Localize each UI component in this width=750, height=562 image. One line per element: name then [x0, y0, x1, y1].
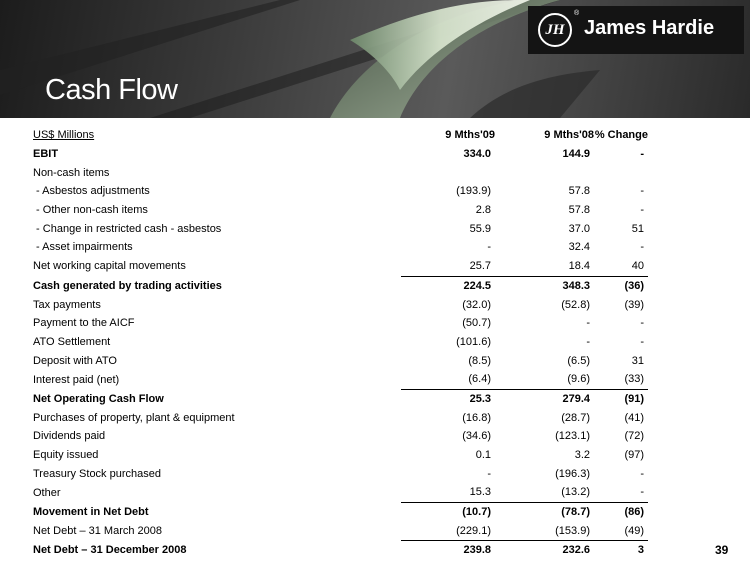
header-banner — [0, 0, 750, 118]
table-row — [33, 389, 678, 408]
value-9mths-08: (9.6) — [567, 373, 590, 386]
table-row — [33, 408, 678, 427]
value-9mths-08: (123.1) — [555, 430, 590, 443]
row-label: Net Debt – 31 December 2008 — [33, 544, 187, 557]
table-row — [33, 219, 678, 238]
value-9mths-09: (193.9) — [456, 185, 491, 198]
table-row — [33, 314, 678, 333]
row-label: Interest paid (net) — [33, 373, 120, 386]
value-9mths-08: 37.0 — [568, 222, 590, 235]
value-9mths-09: 239.8 — [401, 541, 495, 560]
table-body — [33, 145, 678, 560]
value-pct-change: - — [640, 148, 644, 161]
table-row — [33, 295, 678, 314]
value-9mths-08: 32.4 — [568, 241, 590, 254]
logo-text: James Hardie — [584, 17, 715, 39]
table-row — [33, 464, 678, 483]
value-9mths-09: - — [487, 241, 491, 254]
row-label: Payment to the AICF — [33, 317, 135, 330]
column-header: 9 Mths'09 — [445, 129, 495, 142]
row-label: - Asset impairments — [33, 241, 133, 254]
value-9mths-09: 0.1 — [475, 449, 491, 462]
table-row — [33, 163, 678, 182]
value-9mths-09 — [401, 163, 495, 182]
value-9mths-09: 2.8 — [475, 204, 491, 217]
table-row — [33, 370, 678, 389]
table-row — [33, 182, 678, 201]
page-number: 39 — [715, 543, 729, 557]
value-pct-change: - — [640, 486, 644, 499]
table-row — [33, 521, 678, 540]
value-9mths-08: (13.2) — [561, 486, 590, 499]
value-pct-change: (91) — [594, 389, 648, 408]
table-row — [33, 257, 678, 276]
table-row — [33, 201, 678, 220]
row-label: - Other non-cash items — [33, 204, 148, 217]
table-row — [33, 333, 678, 352]
value-9mths-09: - — [487, 467, 491, 480]
row-label: - Change in restricted cash - asbestos — [33, 222, 222, 235]
value-9mths-08: 348.3 — [495, 276, 594, 295]
table-row — [33, 446, 678, 465]
column-header — [33, 126, 401, 145]
row-label: Dividends paid — [33, 430, 106, 443]
value-9mths-09: (10.7) — [401, 502, 495, 521]
row-label: Tax payments — [33, 298, 101, 311]
value-9mths-08: 18.4 — [568, 260, 590, 273]
row-label: Treasury Stock purchased — [33, 467, 161, 480]
value-pct-change: (72) — [624, 430, 644, 443]
value-pct-change: - — [640, 335, 644, 348]
table-row — [33, 351, 678, 370]
value-9mths-08: (28.7) — [561, 411, 590, 424]
registered-mark: ® — [574, 10, 580, 17]
value-pct-change: (39) — [624, 298, 644, 311]
row-label: Net Operating Cash Flow — [33, 392, 164, 405]
row-label: Net working capital movements — [33, 260, 186, 273]
value-9mths-09: (34.6) — [462, 430, 491, 443]
value-9mths-08 — [495, 163, 594, 182]
value-pct-change: (33) — [624, 373, 644, 386]
row-label: Net Debt – 31 March 2008 — [33, 525, 163, 538]
value-9mths-09: 224.5 — [401, 276, 495, 295]
table-row — [33, 238, 678, 257]
value-9mths-08: - — [586, 317, 590, 330]
value-9mths-09: (50.7) — [462, 317, 491, 330]
value-pct-change: (86) — [594, 502, 648, 521]
value-9mths-08: (52.8) — [561, 298, 590, 311]
row-label: Non-cash items — [33, 166, 110, 179]
table-header-row — [33, 126, 678, 145]
value-9mths-09: (8.5) — [468, 354, 491, 367]
table-row — [33, 145, 678, 164]
value-9mths-09: (229.1) — [456, 524, 491, 537]
value-9mths-08: 57.8 — [568, 185, 590, 198]
row-label: Cash generated by trading activities — [33, 279, 222, 292]
value-9mths-08: (78.7) — [495, 502, 594, 521]
value-9mths-08: (6.5) — [567, 354, 590, 367]
page-title: Cash Flow — [45, 74, 178, 106]
value-pct-change: (41) — [624, 411, 644, 424]
row-label: Deposit with ATO — [33, 354, 117, 367]
row-label: Other — [33, 486, 61, 499]
value-pct-change: (49) — [624, 524, 644, 537]
column-header: % Change — [594, 129, 648, 142]
value-9mths-09: (32.0) — [462, 298, 491, 311]
table-row — [33, 427, 678, 446]
value-9mths-08: 232.6 — [495, 541, 594, 560]
row-label: - Asbestos adjustments — [33, 185, 150, 198]
value-9mths-09: (6.4) — [468, 373, 491, 386]
value-9mths-09: (16.8) — [462, 411, 491, 424]
value-9mths-08: (196.3) — [555, 467, 590, 480]
column-header: 9 Mths'08 — [544, 129, 594, 142]
cash-flow-table — [33, 126, 678, 560]
value-pct-change: 31 — [631, 354, 644, 367]
value-9mths-09: 15.3 — [469, 486, 491, 499]
value-pct-change: - — [640, 467, 644, 480]
value-pct-change: - — [640, 204, 644, 217]
value-9mths-08: (153.9) — [555, 524, 590, 537]
units-label: US$ Millions — [33, 129, 95, 142]
value-9mths-08: 57.8 — [568, 204, 590, 217]
table-row — [33, 276, 678, 295]
row-label: Movement in Net Debt — [33, 505, 149, 518]
value-pct-change: - — [640, 185, 644, 198]
value-9mths-08: 144.9 — [562, 148, 590, 161]
row-label: Equity issued — [33, 449, 99, 462]
value-pct-change: 51 — [631, 222, 644, 235]
value-9mths-09: 25.7 — [469, 260, 491, 273]
logo-mark-icon: JH — [538, 13, 572, 47]
value-9mths-08: 3.2 — [574, 449, 590, 462]
value-9mths-09: 25.3 — [401, 389, 495, 408]
company-logo — [528, 6, 744, 54]
value-pct-change: 3 — [594, 541, 648, 560]
row-label: Purchases of property, plant & equipment — [33, 411, 235, 424]
table-row — [33, 483, 678, 502]
value-pct-change: - — [640, 241, 644, 254]
value-9mths-09: 55.9 — [469, 222, 491, 235]
table-row — [33, 541, 678, 560]
row-label: ATO Settlement — [33, 335, 111, 348]
table-row — [33, 502, 678, 521]
value-pct-change: - — [640, 317, 644, 330]
value-pct-change: (97) — [624, 449, 644, 462]
value-pct-change: 40 — [631, 260, 644, 273]
value-pct-change: (36) — [594, 276, 648, 295]
value-pct-change — [594, 163, 648, 182]
row-label: EBIT — [33, 148, 59, 161]
value-9mths-08: - — [586, 335, 590, 348]
value-9mths-09: (101.6) — [456, 335, 491, 348]
value-9mths-08: 279.4 — [495, 389, 594, 408]
value-9mths-09: 334.0 — [463, 148, 491, 161]
